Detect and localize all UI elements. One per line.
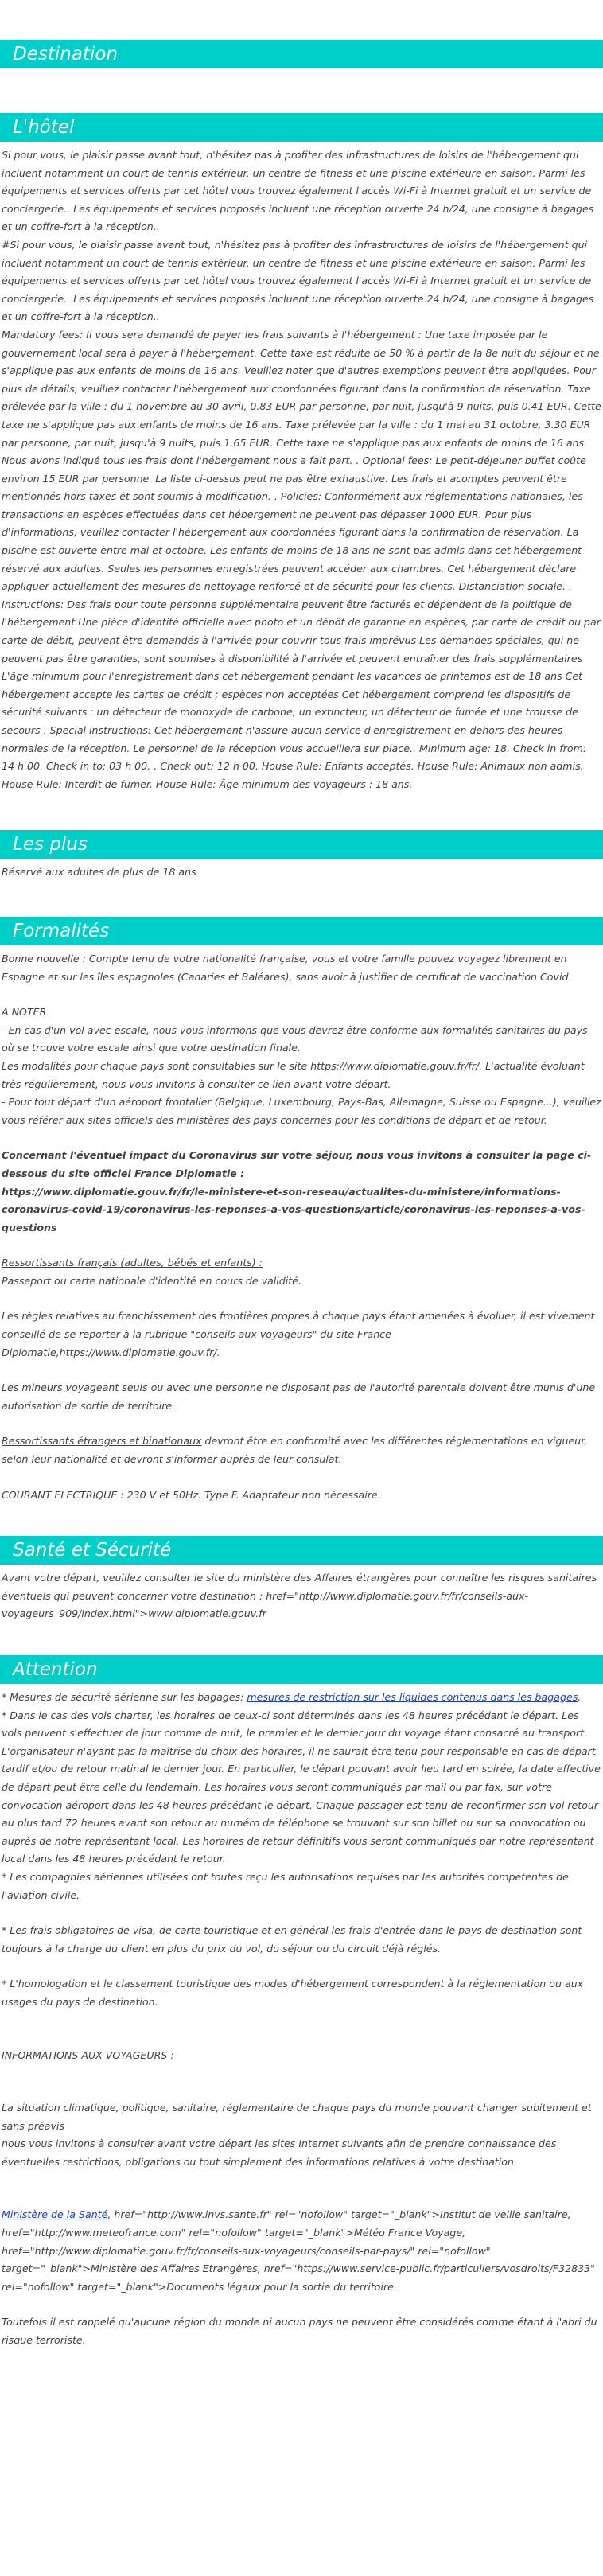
travellers-info-title: INFORMATIONS AUX VOYAGEURS : — [2, 2048, 174, 2061]
covid-notice: Concernant l'éventuel impact du Coronavirus sur votre séjour, nous vous invitons à consulter la page ci-dessous du site officiel France Diplomatie : — [2, 1149, 592, 1179]
airlines-authorized: * Les compagnies aériennes utilisées ont toutes reçu les autorisations requises par les autorités compétentes de l'aviation civile. — [2, 1870, 569, 1901]
luggage-measures-prefix: * Mesures de sécurité aérienne sur les bagages: — [2, 1691, 247, 1703]
french-nationals-title: Ressortissants français (adultes, bébés et enfants) : — [2, 1257, 263, 1269]
foreign-nationals-title: Ressortissants étrangers et binationaux — [2, 1435, 202, 1448]
liquids-restriction-link[interactable]: mesures de restriction sur les liquides contenus dans les bagages — [247, 1691, 578, 1703]
section-title-attention: Attention — [0, 1655, 603, 1684]
hotel-intro: Si pour vous, le plaisir passe avant tout, n'hésitez pas à profiter des infrastructures de loisirs de l'hébergement qui incluent notamment un court de tennis extérieur, un centre de fitness et une piscine extérieure en saison. Parmi les équipements et services offerts par cet hôtel vous trouvez également l'accès Wi-Fi à Internet gratuit et un service de conciergerie.. Les équipements et services proposés incluent une réception ouverte 24 h/24, une consigne à bagages et un coffre-fort à la réception.. — [2, 149, 594, 233]
electric-current: COURANT ELECTRIQUE : 230 V et 50Hz. Type F. Adaptateur non nécessaire. — [2, 1488, 381, 1501]
section-title-formalites: Formalités — [0, 917, 603, 945]
section-title-destination: Destination — [0, 40, 603, 68]
luggage-measures — [2, 1689, 601, 1707]
formalites-content — [0, 950, 603, 1504]
plus-content — [0, 863, 603, 882]
note-title: A NOTER — [2, 1006, 47, 1019]
charter-flights: * Dans le cas des vols charter, les horaires de ceux-ci sont déterminés dans les 48 heures précédant le départ. Les vols peuvent s'effectuer de jour comme de nuit, le premier et le dernier jour du voyage étant consacré au transport. L'organisateur n'ayant pas la maîtrise du choix des horaires, il ne saurait être tenu pour responsable en cas de départ tardif et/ou de retour matinal le dernier jour. En particulier, le départ pouvant avoir lieu tard en soirée, la date effective de départ peut être celle du lendemain. Les horaires vous seront communiqués par mail ou par fax, sur votre convocation aéroport dans les 48 heures précédant le départ. Chaque passager est tenu de reconfirmer son vol retour au plus tard 72 heures avant son retour au numéro de téléphone se trouvant sur son billet ou sur sa convocation ou auprès de notre représentant local. Les horaires de retour définitifs vous seront communiqués par notre représentant local dans les 48 heures précédant le retour. — [2, 1709, 601, 1865]
note-border-airports: - Pour tout départ d'un aéroport frontalier (Belgique, Luxembourg, Pays-Bas, Allemagne, Suisse ou Espagne...), veuillez vous référer aux sites officiels des ministères des pays concernés pour les conditions de départ et de retour. — [2, 1096, 601, 1126]
section-title-sante: Santé et Sécurité — [0, 1536, 603, 1565]
health-ministry-link[interactable]: Ministère de la Santé — [2, 2208, 108, 2221]
useful-links — [2, 2206, 601, 2296]
plus-text: Réservé aux adultes de plus de 18 ans — [2, 866, 196, 879]
luggage-measures-suffix: . — [578, 1691, 582, 1703]
sante-content — [0, 1569, 603, 1623]
minors-text: Les mineurs voyageant seuls ou avec une personne ne disposant pas de l'autorité parentale doivent être munis d'une autorisation de sortie de territoire. — [2, 1382, 596, 1412]
situation-advice: nous vous invitons à consulter avant votre départ les sites Internet suivants afin de prendre connaissance des éventuelles restrictions, obligations ou tout simplement des informations relatives à votre destination. — [2, 2138, 557, 2168]
foreign-nationals — [2, 1432, 601, 1468]
hotel-intro-repeat: #Si pour vous, le plaisir passe avant tout, n'hésitez pas à profiter des infrastructures de loisirs de l'hébergement qui incluent notamment un court de tennis extérieur, un centre de fitness et une piscine extérieure en saison. Parmi les équipements et services offerts par cet hôtel vous trouvez également l'accès Wi-Fi à Internet gratuit et un service de conciergerie.. Les équipements et services proposés incluent une réception ouverte 24 h/24, une consigne à bagages et un coffre-fort à la réception.. — [2, 238, 594, 323]
accommodation-classification: * L'homologation et le classement touristique des modes d'hébergement correspondent à la réglementation ou aux usages du pays de destination. — [2, 1978, 584, 2008]
border-rules: Les règles relatives au franchissement des frontières propres à chaque pays étant amenées à évoluer, il est vivement conseillé de se reporter à la rubrique "conseils aux voyageurs" du site France Diplomatie,https://www.diplomatie.gouv.fr/. — [2, 1310, 595, 1358]
terror-risk: Toutefois il est rappelé qu'aucune région du monde ni aucun pays ne peuvent être considérés comme étant à l'abri du risque terroriste. — [2, 2316, 597, 2347]
sante-text: Avant votre départ, veuillez consulter le site du ministère des Affaires étrangères pour connaître les risques sanitaires éventuels qui peuvent concerner votre destination : href="http://www.diplomatie.gouv.fr/fr/conseils-aux-voyageurs_909/index.html">www.diplomatie.gouv.fr — [2, 1572, 597, 1620]
section-title-plus: Les plus — [0, 830, 603, 859]
useful-links-text: , href="http://www.invs.sante.fr" rel="nofollow" target="_blank">Institut de veille sanitaire, href="http://www.meteofrance.com" rel="nofollow" target="_blank">Météo France Voyage, href="http://www.diplomatie.gouv.fr/fr/conseils-aux-voyageurs/conseils-par-pays/" rel="nofollow" target="_blank">Ministère des Affaires Etrangères, href="https://www.service-public.fr/particuliers/vosdroits/F32833" rel="nofollow" target="_blank">Documents légaux pour la sortie du territoire. — [2, 2208, 595, 2293]
hotel-content — [0, 146, 603, 793]
french-nationals-text: Passeport ou carte nationale d'identité en cours de validité. — [2, 1274, 302, 1287]
note-stopover: - En cas d'un vol avec escale, nous vous informons que vous devrez être conforme aux formalités sanitaires du pays où se trouve votre escale ainsi que votre destination finale. — [2, 1023, 588, 1054]
situation-warning: La situation climatique, politique, sanitaire, réglementaire de chaque pays du monde pouvant changer subitement et sans préavis — [2, 2102, 592, 2132]
section-title-hotel: L'hôtel — [0, 113, 603, 142]
visa-fees: * Les frais obligatoires de visa, de carte touristique et en général les frais d'entrée dans le pays de destination sont toujours à la charge du client en plus du prix du vol, du séjour ou du circuit déjà réglés. — [2, 1924, 582, 1954]
attention-content — [0, 1689, 603, 2350]
formalites-good-news: Bonne nouvelle : Compte tenu de votre nationalité française, vous et votre famille pouvez voyagez librement en Espagne et sur les îles espagnoles (Canaries et Baléares), sans avoir à justifier de certificat de vaccination Covid. — [2, 952, 572, 983]
note-modalities: Les modalités pour chaque pays sont consultables sur le site https://www.diplomatie.gouv.fr/fr/. L'actualité évoluant très régulièrement, nous vous invitons à consulter ce lien avant votre départ. — [2, 1059, 585, 1090]
covid-link-text: https://www.diplomatie.gouv.fr/fr/le-ministere-et-son-reseau/actualites-du-ministere/informations-coronavirus-covid-19/coronavirus-les-reponses-a-vos-questions/article/coronavirus-les-reponses-a-vos-questions — [2, 1185, 585, 1233]
hotel-fees-policies: Mandatory fees: Il vous sera demandé de payer les frais suivants à l'hébergement : Une taxe imposée par le gouvernement local sera à payer à l'hébergement. Cette taxe est réduite de 50 % à partir de la 8e nuit du séjour et ne s'applique pas aux enfants de moins de 16 ans. Veuillez noter que d'autres exemptions peuvent être appliquées. Pour plus de détails, veuillez contacter l'hébergement aux coordonnées figurant dans la confirmation de réservation. Taxe prélevée par la ville : du 1 novembre au 30 avril, 0.83 EUR par personne, par nuit, jusqu'à 9 nuits, puis 0.41 EUR. Cette taxe ne s'applique pas aux enfants de moins de 16 ans. Taxe prélevée par la ville : du 1 mai au 31 octobre, 3.30 EUR par personne, par nuit, jusqu'à 9 nuits, puis 1.65 EUR. Cette taxe ne s'applique pas aux enfants de moins de 16 ans. Nous avons indiqué tous les frais dont l'hébergement nous a fait part. . Optional fees: Le petit-déjeuner buffet coûte environ 15 EUR par personne. La liste ci-dessus peut ne pas être exhaustive. Les frais et acomptes peuvent être mentionnés hors taxes et sont soumis à modification. . Policies: Conformément aux réglementations nationales, les transactions en espèces effectuées dans cet hébergement ne peuvent pas dépasser 1000 EUR. Pour plus d'informations, veuillez contacter l'hébergement aux coordonnées figurant dans la confirmation de réservation. La piscine est ouverte entre mai et octobre. Les enfants de moins de 18 ans ne sont pas admis dans cet hébergement réservé aux adultes. Seules les personnes enregistrées peuvent accéder aux chambres. Cet hébergement déclare appliquer actuellement des mesures de nettoyage renforcé et de sécurité pour les clients. Distanciation sociale. . Instructions: Des frais pour toute personne supplémentaire peuvent être facturés et dépendent de la politique de l'hébergement Une pièce d'identité officielle avec photo et un dépôt de garantie en espèces, par carte de crédit ou par carte de débit, peuvent être demandés à l'arrivée pour couvrir tous frais imprévus Les demandes spéciales, qui ne peuvent pas être garanties, sont soumises à disponibilité à l'arrivée et peuvent entraîner des frais supplémentaires L'âge minimum pour l'enregistrement dans cet hébergement pendant les vacances de printemps est de 18 ans Cet hébergement accepte les cartes de crédit ; espèces non acceptées Cet hébergement comprend les dispositifs de sécurité suivants : un détecteur de monoxyde de carbone, un extincteur, un détecteur de fumée et une trousse de secours . Special instructions: Cet hébergement n'assure aucun service d'enregistrement en dehors des heures normales de la réception. Le personnel de la réception vous accueillera sur place.. Minimum age: 18. Check in from: 14 h 00. Check in to: 03 h 00. . Check out: 12 h 00. House Rule: Enfants acceptés. House Rule: Animaux non admis. House Rule: Interdit de fumer. House Rule: Âge minimum des voyageurs : 18 ans. — [2, 328, 601, 790]
foreign-nationals-text: devront être en conformité avec les différentes réglementations en vigueur, selon leur nationalité et devront s'informer auprès de leur consulat. — [2, 1435, 588, 1466]
